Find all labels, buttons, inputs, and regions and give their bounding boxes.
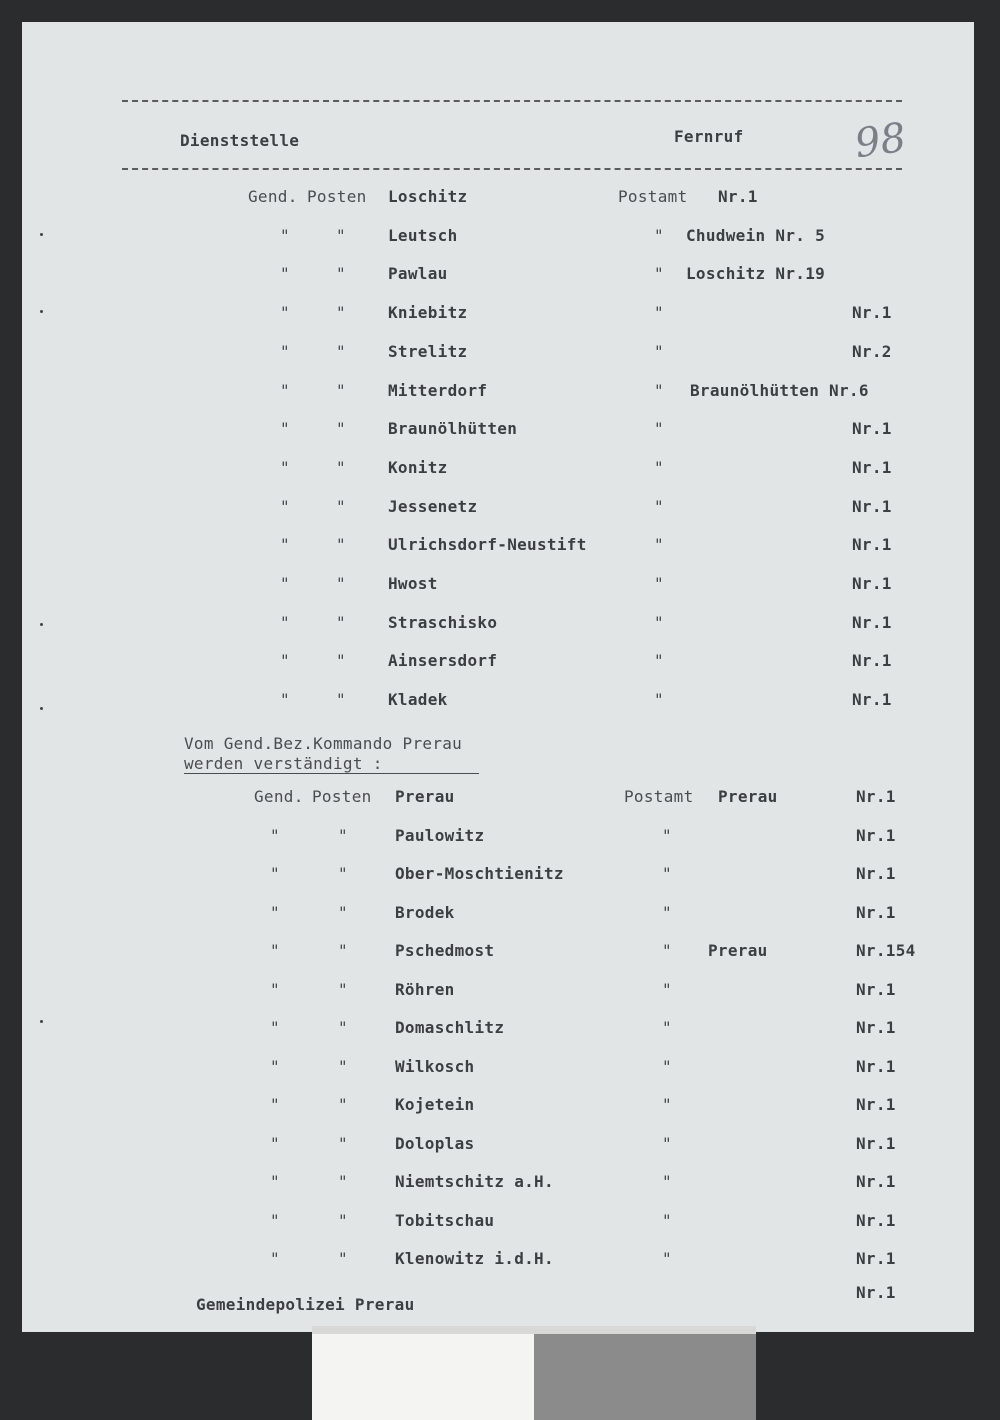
margin-dot (40, 233, 43, 236)
gend-ditto: " (280, 225, 290, 245)
station-name: Straschisko (388, 612, 498, 632)
posten-ditto: " (336, 496, 346, 516)
gend-ditto: " (280, 496, 290, 516)
postamt-ditto: " (654, 457, 664, 477)
postamt-ditto: " (654, 380, 664, 400)
posten-ditto: " (338, 1249, 348, 1268)
gend-ditto: " (270, 1133, 280, 1153)
note-line-1: Vom Gend.Bez.Kommando Prerau (184, 734, 463, 753)
station-name: Röhren (395, 979, 455, 999)
posten-ditto: " (338, 1056, 348, 1076)
document-page (22, 22, 974, 1332)
station-name: Prerau (395, 787, 455, 806)
phone-number: Nr.1 (852, 303, 892, 323)
postamt-ditto: " (654, 496, 664, 516)
gend-ditto: " (280, 535, 290, 555)
margin-dot (40, 1020, 43, 1023)
gend-ditto: Gend. (248, 187, 298, 206)
margin-dot (40, 707, 43, 710)
postamt-name: Loschitz Nr.19 (686, 264, 826, 284)
posten-ditto: " (336, 380, 346, 400)
postamt-ditto: " (654, 303, 664, 323)
posten-ditto: " (338, 941, 348, 960)
station-name: Domaschlitz (395, 1018, 505, 1037)
station-name: Leutsch (388, 225, 458, 245)
posten-ditto: " (338, 825, 348, 845)
station-name: Niemtschitz a.H. (395, 1172, 554, 1191)
station-name: Ober-Moschtienitz (395, 864, 564, 883)
station-name: Strelitz (388, 341, 468, 361)
posten-ditto: Posten (307, 187, 367, 206)
gend-ditto: " (270, 825, 280, 845)
postamt-ditto: " (662, 979, 672, 999)
postamt-ditto: " (662, 941, 672, 960)
station-name: Jessenetz (388, 496, 478, 516)
phone-number: Nr.1 (852, 457, 892, 477)
gend-ditto: " (270, 1018, 280, 1037)
header-rule (122, 168, 902, 170)
station-name: Braunölhütten (388, 419, 518, 439)
margin-dot (40, 310, 43, 313)
postamt-ditto: " (654, 612, 664, 632)
phone-number: Nr.1 (856, 1018, 896, 1037)
posten-ditto: " (336, 457, 346, 477)
margin-dot (40, 623, 43, 626)
station-name: Loschitz (388, 187, 468, 206)
station-name: Ainsersdorf (388, 651, 498, 671)
posten-ditto: " (336, 225, 346, 245)
postamt-ditto: " (662, 1133, 672, 1153)
phone-number: Nr.1 (856, 825, 896, 845)
phone-number: Nr.154 (856, 941, 916, 960)
station-name: Konitz (388, 457, 448, 477)
posten-ditto: " (338, 1095, 348, 1114)
postamt-name: Prerau (718, 787, 778, 806)
gend-ditto: " (270, 902, 280, 922)
gend-ditto: " (280, 457, 290, 477)
posten-ditto: " (336, 690, 346, 710)
posten-ditto: " (336, 419, 346, 439)
station-name: Mitterdorf (388, 380, 488, 400)
station-name: Tobitschau (395, 1210, 495, 1230)
postamt-name: Nr.1 (718, 187, 758, 206)
station-name: Hwost (388, 574, 438, 593)
phone-number: Nr.2 (852, 341, 892, 361)
gend-ditto: " (280, 651, 290, 671)
phone-number: Nr.1 (852, 690, 892, 710)
station-name: Kladek (388, 690, 448, 710)
station-name: Kniebitz (388, 303, 468, 323)
gend-ditto: " (280, 690, 290, 710)
posten-ditto: " (338, 864, 348, 883)
postamt-ditto: " (654, 574, 664, 593)
posten-ditto: " (336, 341, 346, 361)
postamt-ditto: " (654, 264, 664, 284)
station-name: Paulowitz (395, 825, 485, 845)
postamt-ditto: " (654, 690, 664, 710)
phone-number: Nr.1 (856, 864, 896, 883)
gend-ditto: " (280, 574, 290, 593)
phone-number: Nr.1 (856, 1056, 896, 1076)
posten-ditto: Posten (312, 787, 372, 806)
gend-ditto: " (280, 264, 290, 284)
footer-gemeindepolizei: Gemeindepolizei Prerau (196, 1295, 415, 1314)
postamt-ditto: " (662, 1249, 672, 1268)
phone-number: Nr.1 (852, 419, 892, 439)
phone-number: Nr.1 (852, 496, 892, 516)
station-name: Pawlau (388, 264, 448, 284)
postamt-name: Prerau (708, 941, 768, 960)
station-name: Kojetein (395, 1095, 475, 1114)
postamt-ditto: " (662, 1095, 672, 1114)
postamt-ditto: " (654, 341, 664, 361)
gend-ditto: " (270, 1056, 280, 1076)
posten-ditto: " (338, 1172, 348, 1191)
posten-ditto: " (336, 612, 346, 632)
phone-number: Nr.1 (852, 651, 892, 671)
posten-ditto: " (338, 1018, 348, 1037)
postamt-ditto: " (662, 864, 672, 883)
posten-ditto: " (338, 979, 348, 999)
postamt-ditto: " (654, 419, 664, 439)
gend-ditto: " (270, 979, 280, 999)
gend-ditto: " (270, 1210, 280, 1230)
handwritten-page-number: 98 (852, 114, 909, 168)
station-name: Wilkosch (395, 1056, 475, 1076)
postamt-ditto: " (662, 1056, 672, 1076)
phone-number: Nr.1 (856, 1133, 896, 1153)
posten-ditto: " (336, 651, 346, 671)
top-rule (122, 100, 902, 102)
phone-number: Nr.1 (856, 979, 896, 999)
gend-ditto: " (270, 941, 280, 960)
color-card-grey (534, 1334, 756, 1420)
gend-ditto: " (270, 864, 280, 883)
gend-ditto: " (270, 1172, 280, 1191)
gend-ditto: " (280, 419, 290, 439)
posten-ditto: " (336, 303, 346, 323)
phone-number: Nr.1 (856, 1172, 896, 1191)
gend-ditto: " (280, 303, 290, 323)
postamt-ditto: Postamt (618, 187, 688, 206)
posten-ditto: " (336, 535, 346, 555)
phone-number: Nr.1 (852, 574, 892, 593)
column-header-fernruf: Fernruf (674, 127, 744, 146)
postamt-ditto: " (654, 535, 664, 555)
postamt-name: Chudwein Nr. 5 (686, 225, 826, 245)
posten-ditto: " (336, 574, 346, 593)
postamt-ditto: " (654, 225, 664, 245)
postamt-name: Braunölhütten Nr.6 (690, 380, 869, 400)
phone-number: Nr.1 (856, 787, 896, 806)
phone-number: Nr.1 (856, 1249, 896, 1268)
postamt-ditto: " (662, 1210, 672, 1230)
posten-ditto: " (336, 264, 346, 284)
station-name: Klenowitz i.d.H. (395, 1249, 554, 1268)
posten-ditto: " (338, 1210, 348, 1230)
station-name: Brodek (395, 902, 455, 922)
phone-number: Nr.1 (856, 1210, 896, 1230)
extra-number: Nr.1 (856, 1283, 896, 1302)
note-line-2: werden verständigt : (184, 755, 479, 774)
postamt-ditto: " (662, 1018, 672, 1037)
color-card-white (312, 1334, 534, 1420)
postamt-ditto: " (654, 651, 664, 671)
postamt-ditto: " (662, 1172, 672, 1191)
gend-ditto: " (270, 1249, 280, 1268)
gend-ditto: " (280, 341, 290, 361)
postamt-ditto: " (662, 902, 672, 922)
gend-ditto: " (270, 1095, 280, 1114)
gend-ditto: Gend. (254, 787, 304, 806)
station-name: Doloplas (395, 1133, 475, 1153)
posten-ditto: " (338, 902, 348, 922)
postamt-ditto: Postamt (624, 787, 694, 806)
gend-ditto: " (280, 380, 290, 400)
phone-number: Nr.1 (856, 1095, 896, 1114)
phone-number: Nr.1 (852, 535, 892, 555)
posten-ditto: " (338, 1133, 348, 1153)
column-header-dienststelle: Dienststelle (180, 131, 300, 150)
gend-ditto: " (280, 612, 290, 632)
phone-number: Nr.1 (856, 902, 896, 922)
phone-number: Nr.1 (852, 612, 892, 632)
station-name: Ulrichsdorf-Neustift (388, 535, 587, 555)
station-name: Pschedmost (395, 941, 495, 960)
postamt-ditto: " (662, 825, 672, 845)
